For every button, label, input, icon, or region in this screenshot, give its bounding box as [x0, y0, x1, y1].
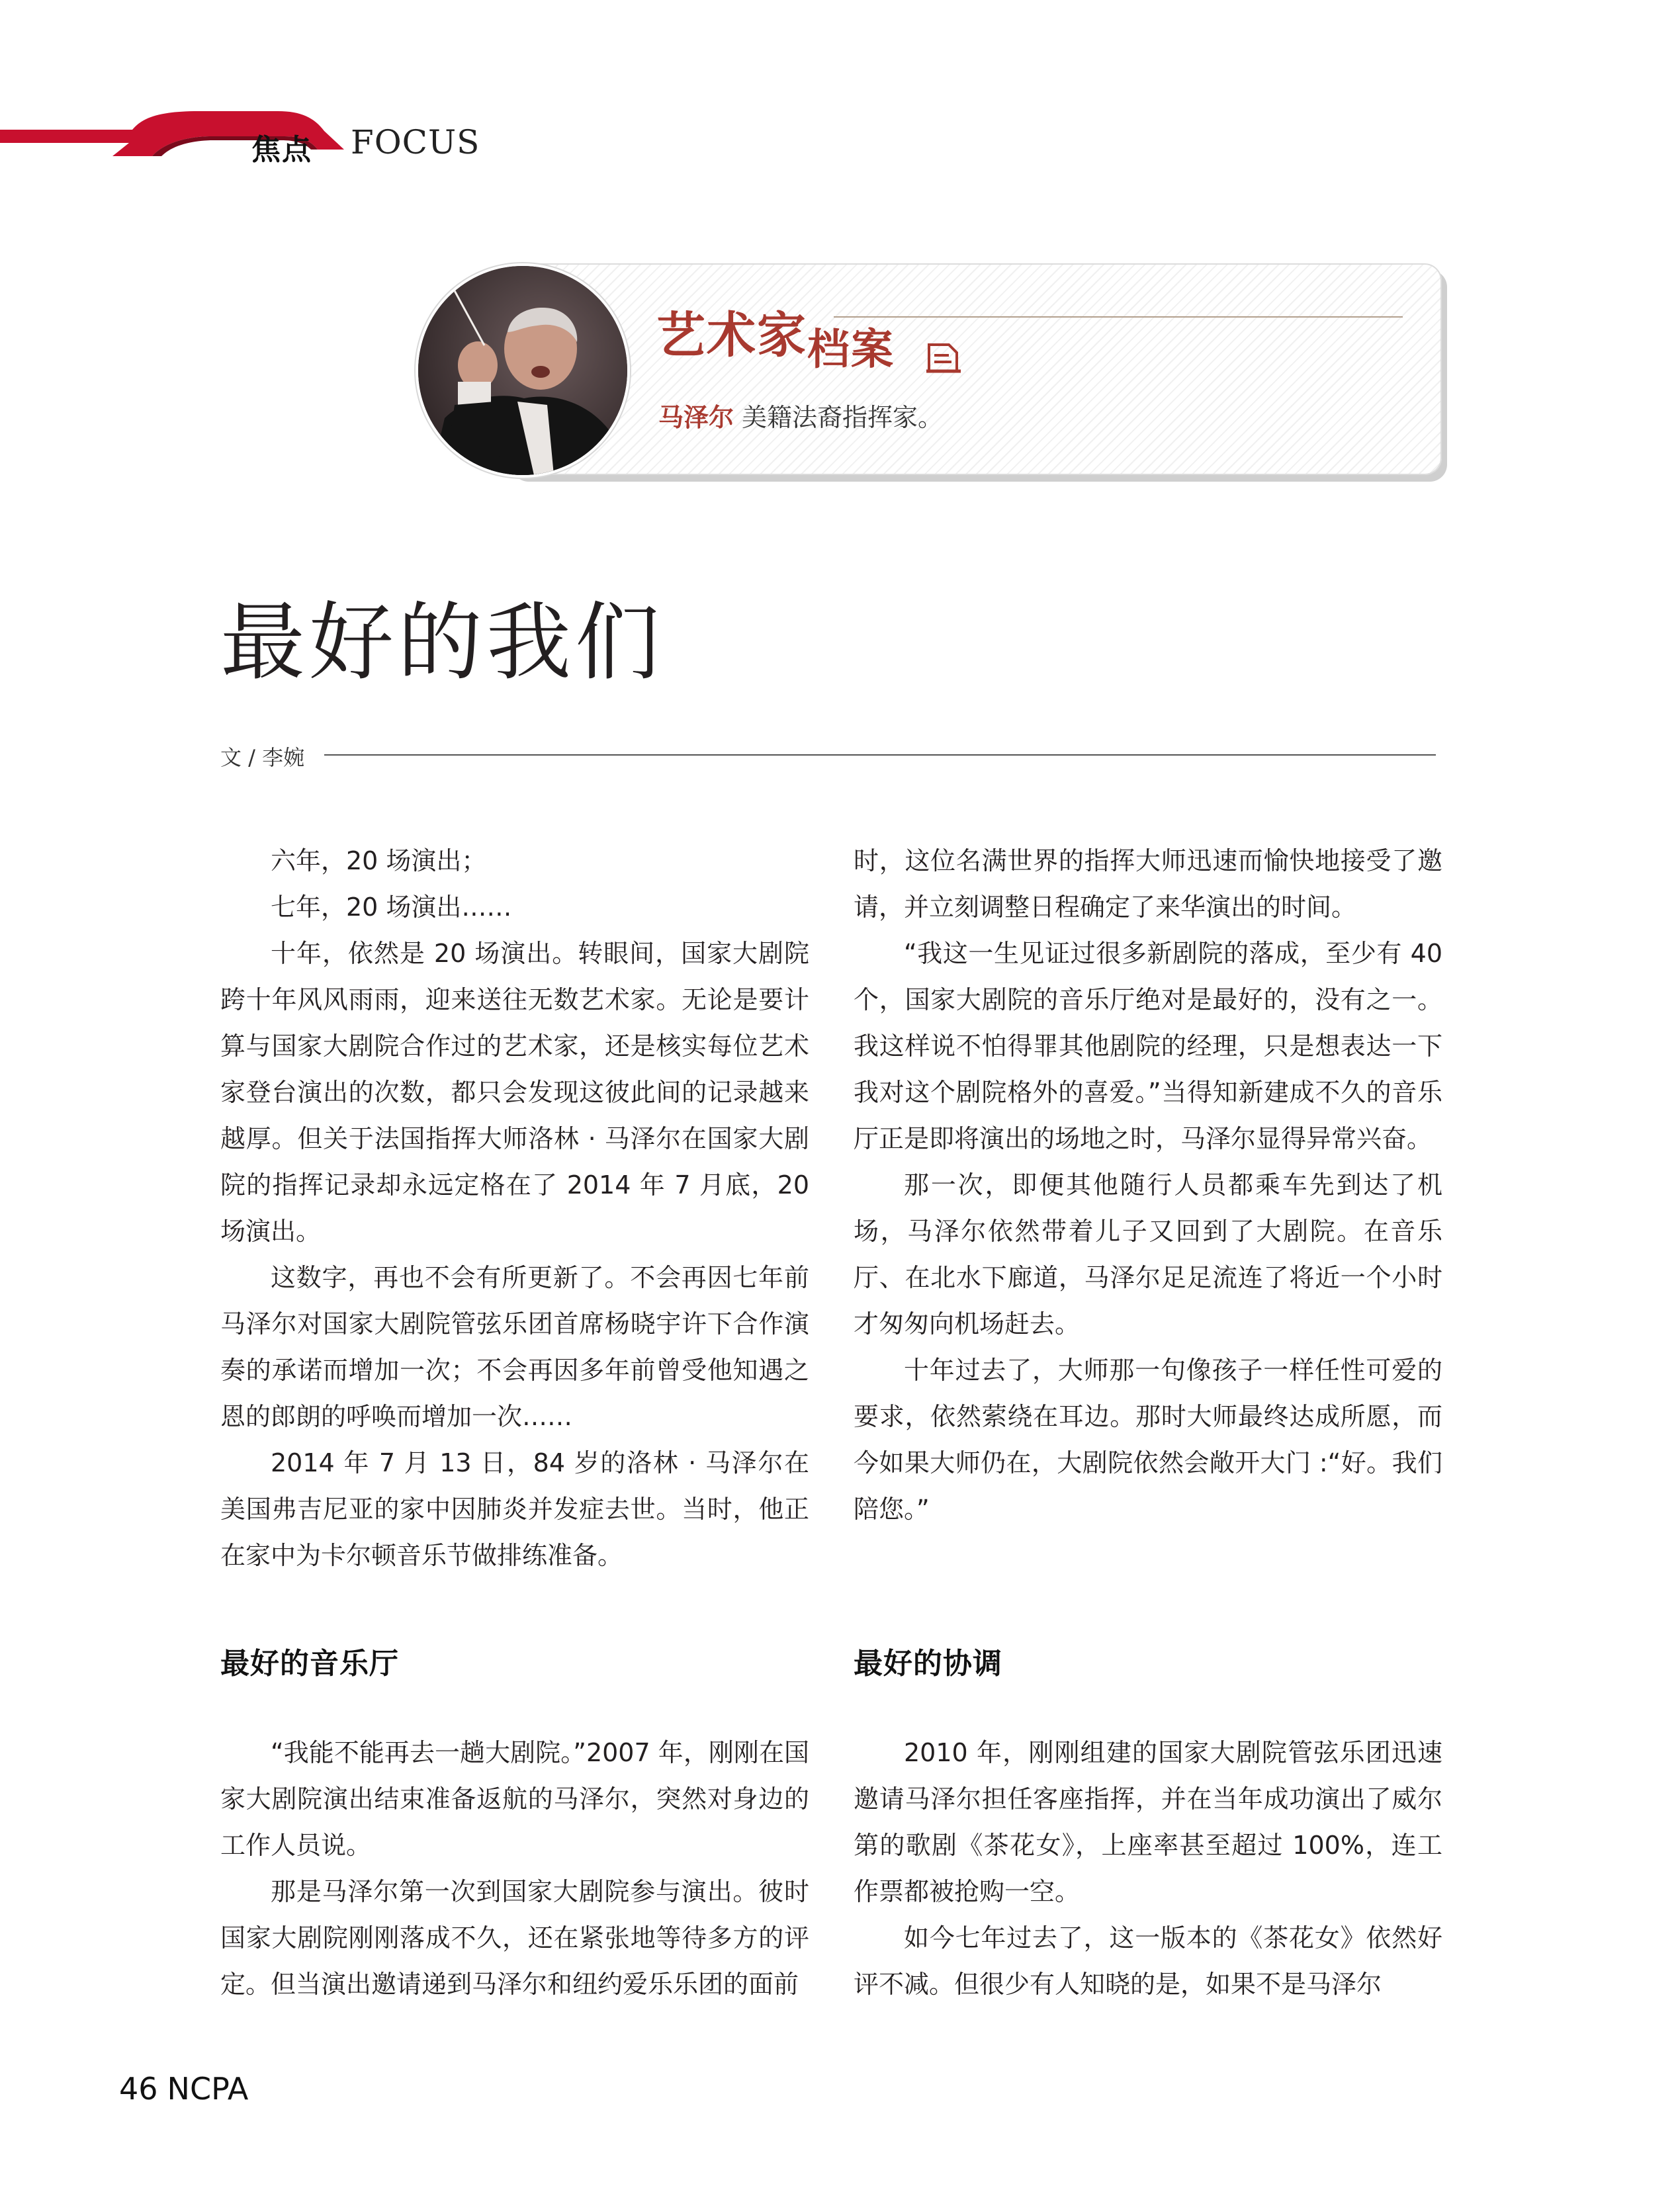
column-right-bottom: [854, 1729, 1442, 2007]
column-right-top: [854, 838, 1442, 1532]
byline-rule: [324, 754, 1436, 756]
subheading-best-concert-hall: 最好的音乐厅: [220, 1647, 399, 1681]
paragraph: 那一次，即便其他随行人员都乘车先到达了机场，马泽尔依然带着儿子又回到了大剧院。在音乐厅、在北水下廊道，马泽尔足足流连了将近一个小时才匆匆向机场赶去。: [854, 1170, 1442, 1338]
paragraph: 如今七年过去了，这一版本的《茶花女》依然好评不减。但很少有人知晓的是，如果不是马泽尔: [854, 1923, 1442, 1999]
paragraph: “我这一生见证过很多新剧院的落成，至少有 40 个，国家大剧院的音乐厅绝对是最好的，没有之一。我这样说不怕得罪其他剧院的经理，只是想表达一下我对这个剧院格外的喜爱。”当得知新建成不久的音乐厅正是即将演出的场地之时，马泽尔显得异常兴奋。: [854, 939, 1442, 1153]
paragraph: 这数字，再也不会有所更新了。不会再因七年前马泽尔对国家大剧院管弦乐团首席杨晓宇许下合作演奏的承诺而增加一次；不会再因多年前曾受他知遇之恩的郎朗的呼唤而增加一次……: [220, 1263, 809, 1431]
paragraph: 2010 年，刚刚组建的国家大剧院管弦乐团迅速邀请马泽尔担任客座指挥，并在当年成功演出了威尔第的歌剧《茶花女》，上座率甚至超过 100%，连工作票都被抢购一空。: [854, 1738, 1442, 1906]
paragraph-continued: 时，这位名满世界的指挥大师迅速而愉快地接受了邀请，并立刻调整日程确定了来华演出的时间。: [854, 846, 1442, 922]
paragraph: 2014 年 7 月 13 日，84 岁的洛林 · 马泽尔在美国弗吉尼亚的家中因肺炎并发症去世。当时，他正在家中为卡尔顿音乐节做排练准备。: [220, 1448, 809, 1570]
section-label-cn: 焦点: [251, 133, 312, 167]
paragraph: 十年，依然是 20 场演出。转眼间，国家大剧院跨十年风风雨雨，迎来送往无数艺术家。无论是要计算与国家大剧院合作过的艺术家，还是核实每位艺术家登台演出的次数，都只会发现这彼此间的记录越来越厚。但关于法国指挥大师洛林 · 马泽尔在国家大剧院的指挥记录却永远定格在了 2014 年 7 月底，20 场演出。: [220, 939, 809, 1246]
profile-title: [656, 296, 895, 374]
paragraph: 六年，20 场演出；: [271, 846, 487, 875]
page-folio: [119, 2071, 248, 2107]
byline: 文 / 李婉: [220, 745, 305, 770]
article-title: 最好的我们: [220, 593, 664, 692]
conductor-portrait: [416, 263, 630, 478]
card-divider-line: [834, 316, 1403, 318]
paragraph: 七年，20 场演出……: [271, 893, 512, 922]
section-label-en: FOCUS: [351, 123, 480, 161]
page-number: 46: [119, 2071, 158, 2107]
document-icon: [925, 341, 962, 375]
paragraph: 那是马泽尔第一次到国家大剧院参与演出。彼时国家大剧院刚刚落成不久，还在紧张地等待多方的评定。但当演出邀请递到马泽尔和纽约爱乐乐团的面前: [220, 1877, 809, 1999]
profile-title-part1: 艺术家: [656, 307, 807, 364]
subheading-best-coordination: 最好的协调: [854, 1647, 1002, 1681]
artist-profile-card: [506, 263, 1442, 475]
paragraph: 十年过去了，大师那一句像孩子一样任性可爱的要求，依然萦绕在耳边。那时大师最终达成所愿，而今如果大师仍在，大剧院依然会敞开大门 :“好。我们陪您。”: [854, 1356, 1442, 1524]
magazine-name: NCPA: [167, 2071, 249, 2107]
profile-description: [658, 397, 943, 433]
profile-title-part2: 档案: [807, 325, 895, 374]
paragraph: “我能不能再去一趟大剧院。”2007 年，刚刚在国家大剧院演出结束准备返航的马泽尔，突然对身边的工作人员说。: [220, 1738, 809, 1860]
profile-name: 马泽尔: [658, 402, 734, 432]
column-left-bottom: [220, 1729, 809, 2007]
column-left-top: [220, 838, 809, 1579]
conductor-photo-image: [418, 266, 627, 475]
profile-desc-text: 美籍法裔指挥家。: [742, 403, 944, 432]
